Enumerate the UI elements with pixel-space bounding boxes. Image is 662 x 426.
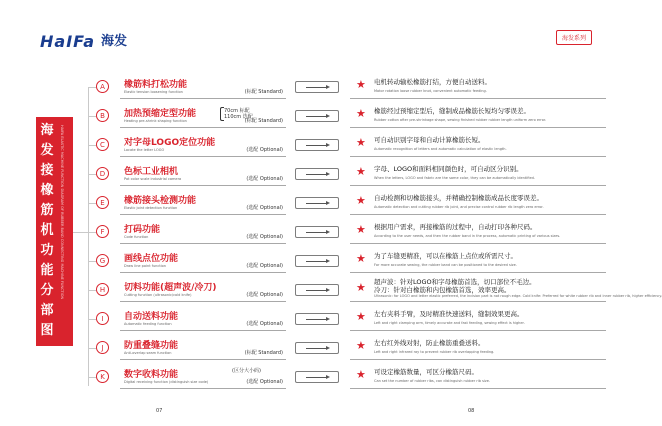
feature-name-en: Cutting function (ultrasonic/cold knife) [124,293,192,297]
feature-description-cn: 左右红外线对射，防止橡筋重叠送料。 [374,339,485,347]
arrow-right-icon [295,313,339,325]
feature-description-box [350,250,606,273]
feature-name-box [120,163,286,186]
feature-name-cn: 自动送料功能 [124,312,179,322]
feature-name-en: Anti-overlap seam function [124,351,172,355]
page-number-right: 08 [468,408,475,414]
row-connector [88,319,96,320]
feature-row [0,278,662,301]
row-connector [88,377,96,378]
feature-row [0,134,632,156]
arrow-right-icon [295,371,339,383]
feature-name-cn: 橡筋接头检测功能 [124,196,197,206]
feature-name-box [120,221,286,244]
feature-description-en: Left and right clamping arm, timely accurate and fast feeding, sewing effect is higher. [374,321,525,325]
feature-name-en: Digital receiving function (distinguish size code) [124,380,209,384]
feature-option-label: (选配 Optional) [246,176,283,182]
feature-description-cn: 字母、LOGO和面料相同颜色时，可自动区分识别。 [374,165,523,173]
feature-option-label: (选配 Optional) [246,147,283,153]
row-connector [88,261,96,262]
arrow-right-icon [295,197,339,209]
feature-row [0,308,632,330]
feature-name-cn: 加热预缩定型功能 [124,109,197,119]
star-icon: ★ [356,194,366,207]
feature-letter-badge: D [96,167,109,180]
feature-description-cn: 可自动识别字母和自动计算橡筋长短。 [374,136,485,144]
feature-name-en: Automatic feeding function [124,322,172,326]
row-connector [88,116,96,117]
feature-description-box [350,366,606,389]
feature-name-cn: 对字母LOGO定位功能 [124,138,216,148]
feature-name-box [120,337,286,360]
feature-description-en: Ultrasonic: for LOGO and letter elastic preferred, the incision part is not rough edge. Cold knife: Preferred for white rubber rib and inner rubber rib, higher efficiency. [374,294,662,298]
feature-extra-note: 70cm 标配 110cm 选配 [224,108,253,120]
arrow-right-icon [295,226,339,238]
feature-name-en: Pot color scale industrial camera [124,177,182,181]
feature-name-cn: 防重叠缝功能 [124,341,179,351]
feature-name-box [120,134,286,157]
feature-description-cn: 可设定橡筋数量，可区分橡筋尺码。 [374,368,478,376]
feature-letter-badge: K [96,370,109,383]
feature-row [0,366,632,388]
star-icon: ★ [356,107,366,120]
star-icon: ★ [356,165,366,178]
feature-letter-badge: I [96,312,109,325]
feature-description-en: Rubber cotton after pre-shrinkage shape, sewing finished rubber rubber length uniform zero error. [374,118,547,122]
arrow-right-icon [295,168,339,180]
feature-row [0,163,632,185]
feature-option-label: (选配 Optional) [246,379,283,385]
feature-name-en: Locate the letter LOGO [124,148,165,152]
feature-description-box [350,221,606,244]
star-icon: ★ [356,223,366,236]
feature-description-cn: 自动检测和切橡筋接头，并精确控制橡筋成品长度零误差。 [374,194,543,202]
star-icon: ★ [356,368,366,381]
feature-name-cn: 橡筋料打松功能 [124,80,188,90]
row-connector [88,87,96,88]
row-connector [88,232,96,233]
feature-row [0,76,632,98]
arrow-right-icon [295,81,339,93]
feature-name-cn: 画线点位功能 [124,254,179,264]
feature-row [0,221,632,243]
feature-name-box [120,366,286,389]
side-title: 海发接橡筋机功能分部图 [40,123,54,338]
feature-option-label: (选配 Optional) [246,234,283,240]
feature-description-en: Automatic recognition of letters and automatic calculation of elastic length. [374,147,507,151]
feature-description-cn: 左右夹料手臂，及时精准快速送料，缝制效果更高。 [374,310,524,318]
feature-name-en: Heating pre-shrink shaping function [124,119,187,123]
feature-description-box [350,163,606,186]
feature-letter-badge: H [96,283,109,296]
row-connector [88,174,96,175]
feature-option-label: (选配 Optional) [246,263,283,269]
arrow-right-icon [295,139,339,151]
feature-description-cn: 电机转动输松橡筋打结，方便自动送料。 [374,78,491,86]
arrow-right-icon [295,255,339,267]
feature-description-en: When the letters, LOGO and fabric are the same color, they can be automatically identified. [374,176,535,180]
feature-row [0,192,632,214]
feature-description-en: Left and right infrared ray to prevent rubber rib overlapping feeding. [374,350,495,354]
feature-letter-badge: J [96,341,109,354]
side-subtitle: HAIFA ELASTIC MACHINE FUNCTION DIAGRAM OF RUBBER BAND CONNECTING MACHINE FUNCTION [60,125,64,300]
feature-description-box [350,134,606,157]
feature-name-box [120,250,286,273]
arrow-right-icon [295,284,339,296]
feature-row [0,250,632,272]
feature-name-box [120,192,286,215]
feature-name-cn: 切料功能(超声波/冷刀) [124,283,217,293]
feature-name-box [120,76,286,99]
feature-description-cn: 为了车缝更精准，可以在橡筋上点位或所需尺寸。 [374,252,517,260]
feature-name-en: Draw line point function [124,264,167,268]
feature-letter-badge: G [96,254,109,267]
page-number-left: 07 [156,408,163,414]
brand-logo [40,34,127,50]
feature-row [0,337,632,359]
feature-description-box [350,105,606,128]
feature-description-en: Can set the number of rubber ribs, can distinguish rubber rib size. [374,379,490,383]
feature-description-box [350,76,606,99]
feature-name-en: Elastic joint detection function [124,206,178,210]
row-connector [88,290,96,291]
feature-option-label: (标配 Standard) [244,89,283,95]
feature-description-en: For more accurate sewing, the rubber band can be positioned to the desired size. [374,263,517,267]
logo-wordmark: HaIFa [40,32,96,51]
feature-letter-badge: B [96,109,109,122]
arrow-right-icon [295,342,339,354]
feature-option-label: (选配 Optional) [246,292,283,298]
star-icon: ★ [356,281,366,294]
row-connector [88,145,96,146]
series-tag: 海发系列 [556,30,592,45]
star-icon: ★ [356,339,366,352]
feature-name-en: Elastic tension loosening function [124,90,183,94]
feature-option-label: (选配 Optional) [246,205,283,211]
feature-name-cn: 数字收料功能 [124,370,179,380]
feature-option-label: (标配 Standard) [244,350,283,356]
star-icon: ★ [356,310,366,323]
feature-description-cn: 超声波：针对LOGO和字母橡筋首选，切口部位不毛边。 冷刀：针对白橡筋和内包橡筋首选，效率更高。 [374,278,536,294]
star-icon: ★ [356,136,366,149]
feature-description-box [350,192,606,215]
feature-letter-badge: C [96,138,109,151]
feature-name-box [120,308,286,331]
feature-description-cn: 橡筋经过预缩定型后，缝制成品橡筋长短均匀零误差。 [374,107,530,115]
feature-name-en: Code function [124,235,149,239]
feature-name-box [120,105,286,128]
star-icon: ★ [356,78,366,91]
feature-description-box [350,278,662,302]
feature-description-en: Motor rotation loose rubber knot, convenient automatic feeding. [374,89,487,93]
feature-description-en: According to the user needs, and then the rubber band in the process, automatic printing of various sizes. [374,234,561,238]
row-connector [88,348,96,349]
feature-letter-badge: F [96,225,109,238]
feature-description-cn: 根据用户需求，再接橡筋的过程中，自动打印各种尺码。 [374,223,537,231]
feature-letter-badge: A [96,80,109,93]
feature-extra-note: (区分大小码) [232,368,261,374]
feature-description-box [350,308,606,331]
feature-letter-badge: E [96,196,109,209]
feature-name-cn: 色标工业相机 [124,167,179,177]
star-icon: ★ [356,252,366,265]
feature-option-label: (标配 Standard) [244,118,283,124]
row-connector [88,203,96,204]
feature-description-en: Automatic detection and cutting rubber rib joint, and precise control rubber rib length zero error. [374,205,544,209]
logo-chinese-name: 海发 [101,34,128,49]
feature-row [0,105,632,127]
arrow-right-icon [295,110,339,122]
feature-name-cn: 打码功能 [124,225,161,235]
feature-name-box [120,279,286,302]
feature-description-box [350,337,606,360]
feature-option-label: (选配 Optional) [246,321,283,327]
